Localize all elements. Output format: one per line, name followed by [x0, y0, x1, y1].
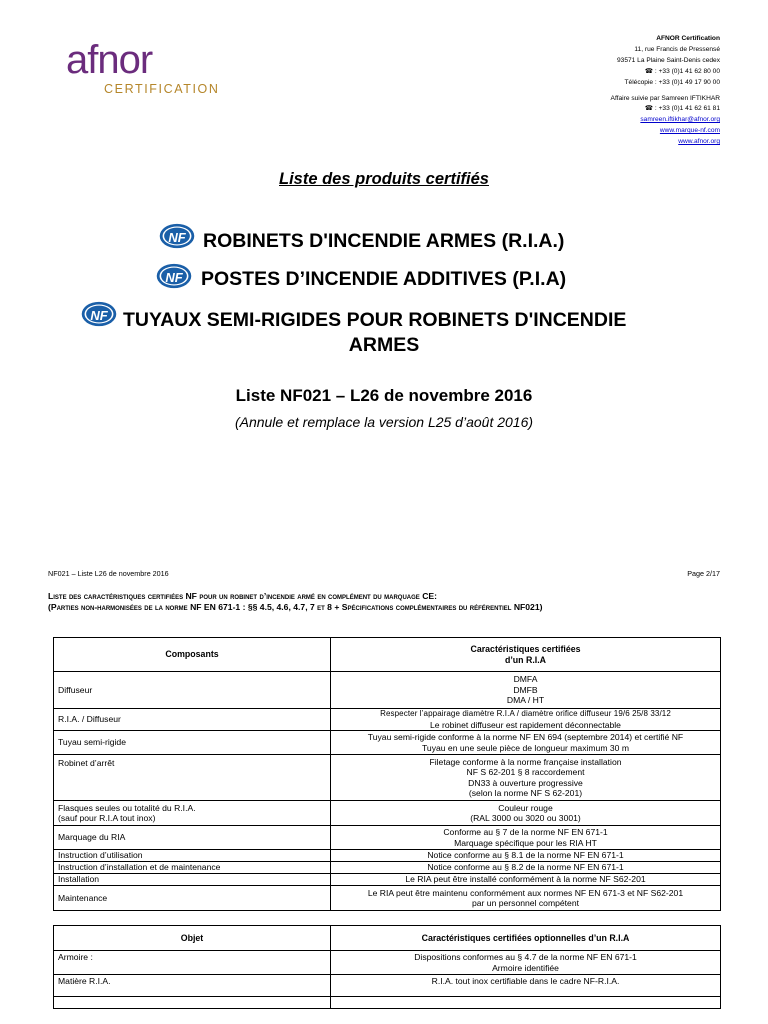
row-value: Notice conforme au § 8.1 de la norme NF EN 671-1	[331, 850, 721, 862]
table-header-components: Composants	[54, 638, 331, 672]
contact-address1: 11, rue Francis de Pressensé	[634, 45, 720, 53]
afnor-logo: afnor	[66, 38, 153, 82]
contact-phone-line	[460, 67, 720, 78]
row-value: Le RIA peut être installé conformément à la norme NF S62-201	[331, 874, 721, 886]
svg-text:NF: NF	[165, 270, 183, 285]
table-header-row	[54, 926, 721, 951]
contact-fax: Télécopie : +33 (0)1 49 17 90 00	[624, 78, 720, 86]
table-row	[54, 862, 721, 874]
row-label: R.I.A. / Diffuseur	[54, 709, 331, 731]
row-label: Armoire :	[54, 951, 331, 975]
row-label: Tuyau semi-rigide	[54, 731, 331, 755]
phone-icon: ☎	[644, 105, 654, 113]
row-value: Le RIA peut être maintenu conformément aux normes NF EN 671-3 et NF S62-201 par un personnel compétent	[331, 886, 721, 911]
contact-org: AFNOR Certification	[656, 35, 720, 42]
row-value: Dispositions conformes au § 4.7 de la norme NF EN 671-1 Armoire identifiée	[331, 951, 721, 975]
table-row	[54, 997, 721, 1009]
table-row	[54, 886, 721, 911]
table-row	[54, 951, 721, 975]
product-line-pia: POSTES D’INCENDIE ADDITIVES (P.I.A)	[201, 268, 567, 290]
phone-icon: ☎	[644, 67, 654, 75]
product-line-tuyaux: TUYAUX SEMI-RIGIDES POUR ROBINETS D'INCENDIE	[123, 309, 627, 331]
row-value	[331, 997, 721, 1009]
row-value: Tuyau semi-rigide conforme à la norme NF EN 694 (septembre 2014) et certifié NF Tuyau en une seule pièce de longueur maximum 30 m	[331, 731, 721, 755]
table-header-object: Objet	[54, 926, 331, 951]
svg-text:NF: NF	[168, 230, 186, 245]
page-number: Page 2/17	[687, 569, 720, 578]
nf-logo-icon	[158, 222, 196, 250]
website-link-marque-nf[interactable]: www.marque-nf.com	[659, 127, 720, 135]
optional-characteristics-table	[53, 925, 721, 1009]
table-row	[54, 672, 721, 709]
table-row	[54, 975, 721, 997]
nf-logo-icon	[155, 262, 193, 290]
contact-direct-phone: : +33 (0)1 41 62 61 81	[654, 105, 720, 113]
intro-text	[48, 591, 738, 613]
table-row	[54, 850, 721, 862]
table-row	[54, 709, 721, 731]
row-value: DMFA DMFB DMA / HT	[331, 672, 721, 709]
contact-followed-by: Affaire suivie par Samreen IFTIKHAR	[610, 94, 720, 102]
product-line-ria: ROBINETS D'INCENDIE ARMES (R.I.A.)	[203, 230, 565, 252]
row-label	[54, 997, 331, 1009]
table-row	[54, 826, 721, 850]
row-label: Instruction d’installation et de maintenance	[54, 862, 331, 874]
svg-text:NF: NF	[90, 308, 108, 323]
table-header-optional-characteristics: Caractéristiques certifiées optionnelles d’un R.I.A	[331, 926, 721, 951]
website-link-afnor[interactable]: www.afnor.org	[678, 138, 720, 146]
row-value: Notice conforme au § 8.2 de la norme NF EN 671-1	[331, 862, 721, 874]
intro-line-2: (Parties non-harmonisées de la norme NF EN 671-1 : §§ 4.5, 4.6, 4.7, 7 et 8 + Spécifications complémentaires du référentiel NF021)	[48, 602, 543, 612]
contact-block	[460, 34, 720, 148]
document-reference: NF021 – Liste L26 de novembre 2016	[48, 569, 169, 578]
row-label: Robinet d’arrêt	[54, 755, 331, 801]
row-label: Maintenance	[54, 886, 331, 911]
nf-mark-3	[80, 300, 118, 333]
intro-line-1: Liste des caractéristiques certifiées NF pour un robinet d’incendie armé en complément du marquage CE:	[48, 591, 438, 601]
contact-phone: : +33 (0)1 41 62 80 00	[654, 67, 720, 75]
nf-logo-icon	[80, 300, 118, 328]
contact-email-link[interactable]: samreen.iftikhar@afnor.org	[640, 116, 720, 124]
row-value: R.I.A. tout inox certifiable dans le cadre NF-R.I.A.	[331, 975, 721, 997]
table-header-row	[54, 638, 721, 672]
contact-address2: 93571 La Plaine Saint-Denis cedex	[616, 56, 720, 64]
row-label: Marquage du RIA	[54, 826, 331, 850]
nf-mark-2	[155, 262, 193, 295]
table-row	[54, 801, 721, 826]
page-title: Liste des produits certifiés	[279, 170, 489, 188]
table-row	[54, 874, 721, 886]
table-header-characteristics: Caractéristiques certifiées d’un R.I.A	[331, 638, 721, 672]
list-title: Liste NF021 – L26 de novembre 2016	[235, 386, 533, 405]
row-value: Conforme au § 7 de la norme NF EN 671-1 Marquage spécifique pour les RIA HT	[331, 826, 721, 850]
row-value: Respecter l’appairage diamètre R.I.A / diamètre orifice diffuseur 19/6 25/8 33/12 Le robinet diffuseur est rapidement déconnectable	[331, 709, 721, 731]
certified-characteristics-table	[53, 637, 721, 911]
row-label: Instruction d’utilisation	[54, 850, 331, 862]
row-value: Filetage conforme à la norme française installation NF S 62-201 § 8 raccordement DN33 à ouverture progressive (selon la norme NF S 62-201)	[331, 755, 721, 801]
row-label: Matière R.I.A.	[54, 975, 331, 997]
list-subtitle: (Annule et remplace la version L25 d’août 2016)	[234, 414, 534, 430]
table-row	[54, 755, 721, 801]
product-line-tuyaux-cont: ARMES	[348, 334, 420, 356]
row-label: Flasques seules ou totalité du R.I.A. (sauf pour R.I.A tout inox)	[54, 801, 331, 826]
contact-direct-line	[460, 104, 720, 115]
nf-mark-1	[158, 222, 196, 255]
row-label: Installation	[54, 874, 331, 886]
table-row	[54, 731, 721, 755]
afnor-logo-subtitle: CERTIFICATION	[104, 82, 220, 96]
row-value: Couleur rouge (RAL 3000 ou 3020 ou 3001)	[331, 801, 721, 826]
row-label: Diffuseur	[54, 672, 331, 709]
